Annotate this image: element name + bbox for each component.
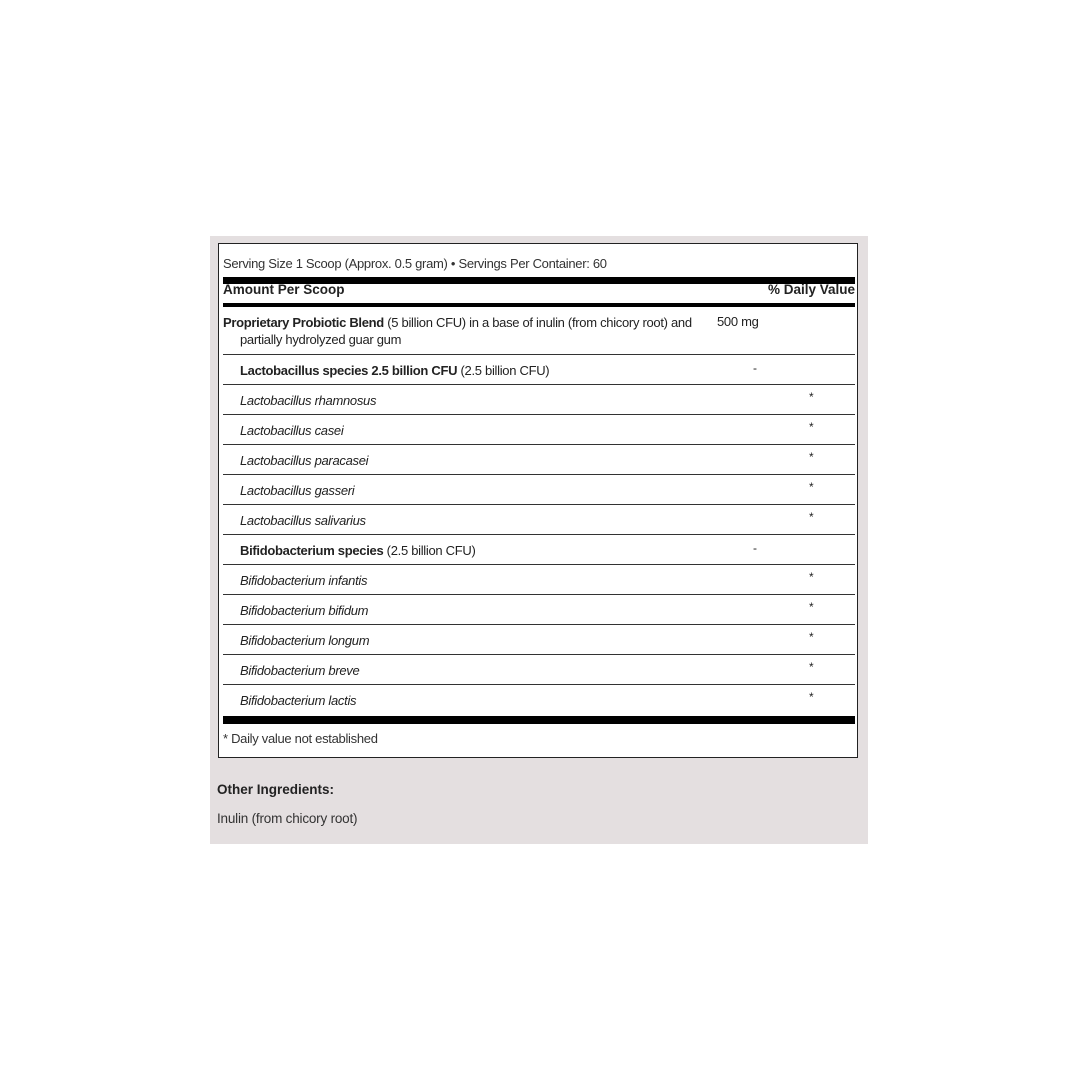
group-detail: (2.5 billion CFU) [383, 543, 476, 558]
group-name: Lactobacillus species 2.5 billion CFU [240, 363, 458, 378]
ingredient-dv: * [809, 510, 814, 524]
ingredient-dv: * [809, 450, 814, 464]
ingredient-name: Bifidobacterium longum [240, 633, 370, 648]
ingredient-row [223, 505, 855, 535]
blend-desc-line1: (5 billion CFU) in a base of inulin (from chicory root) and [383, 315, 692, 330]
other-ingredients-title: Other Ingredients: [217, 782, 335, 797]
other-ingredients-text: Inulin (from chicory root) [217, 811, 358, 826]
ingredient-name: Lactobacillus casei [240, 423, 344, 438]
ingredient-name: Lactobacillus paracasei [240, 453, 369, 468]
ingredient-dv: * [809, 420, 814, 434]
group-detail: (2.5 billion CFU) [457, 363, 550, 378]
ingredient-name: Lactobacillus gasseri [240, 483, 355, 498]
ingredient-row [223, 655, 855, 685]
group-dv: - [753, 541, 757, 555]
group-row-bifidobacterium [223, 535, 855, 565]
ingredient-name: Bifidobacterium bifidum [240, 603, 369, 618]
ingredient-row [223, 415, 855, 445]
ingredient-name: Lactobacillus rhamnosus [240, 393, 377, 408]
ingredient-name: Bifidobacterium breve [240, 663, 360, 678]
blend-name: Proprietary Probiotic Blend [223, 315, 384, 330]
group-name: Bifidobacterium species [240, 543, 384, 558]
bottom-thick-divider [223, 716, 855, 724]
blend-row [223, 307, 855, 355]
ingredient-dv: * [809, 660, 814, 674]
footnote: * Daily value not established [223, 731, 378, 746]
group-dv: - [753, 361, 757, 375]
ingredient-dv: * [809, 690, 814, 704]
amount-per-scoop-header: Amount Per Scoop [223, 282, 345, 297]
ingredient-name: Lactobacillus salivarius [240, 513, 366, 528]
ingredient-dv: * [809, 390, 814, 404]
ingredient-row [223, 475, 855, 505]
ingredient-name: Bifidobacterium infantis [240, 573, 368, 588]
ingredient-name: Bifidobacterium lactis [240, 693, 357, 708]
ingredient-dv: * [809, 480, 814, 494]
ingredient-dv: * [809, 630, 814, 644]
ingredient-row [223, 385, 855, 415]
serving-info: Serving Size 1 Scoop (Approx. 0.5 gram) • Servings Per Container: 60 [223, 256, 607, 271]
supplement-facts-panel [210, 236, 868, 844]
ingredient-row [223, 685, 855, 715]
daily-value-header: % Daily Value [767, 282, 855, 297]
ingredient-dv: * [809, 570, 814, 584]
ingredient-row [223, 595, 855, 625]
ingredient-row [223, 445, 855, 475]
blend-amount: 500 mg [717, 314, 759, 329]
ingredient-row [223, 625, 855, 655]
blend-description [223, 314, 692, 348]
blend-desc-line2: partially hydrolyzed guar gum [240, 332, 402, 347]
group-row-lactobacillus [223, 355, 855, 385]
ingredient-row [223, 565, 855, 595]
ingredient-dv: * [809, 600, 814, 614]
supplement-facts-table [218, 243, 858, 758]
